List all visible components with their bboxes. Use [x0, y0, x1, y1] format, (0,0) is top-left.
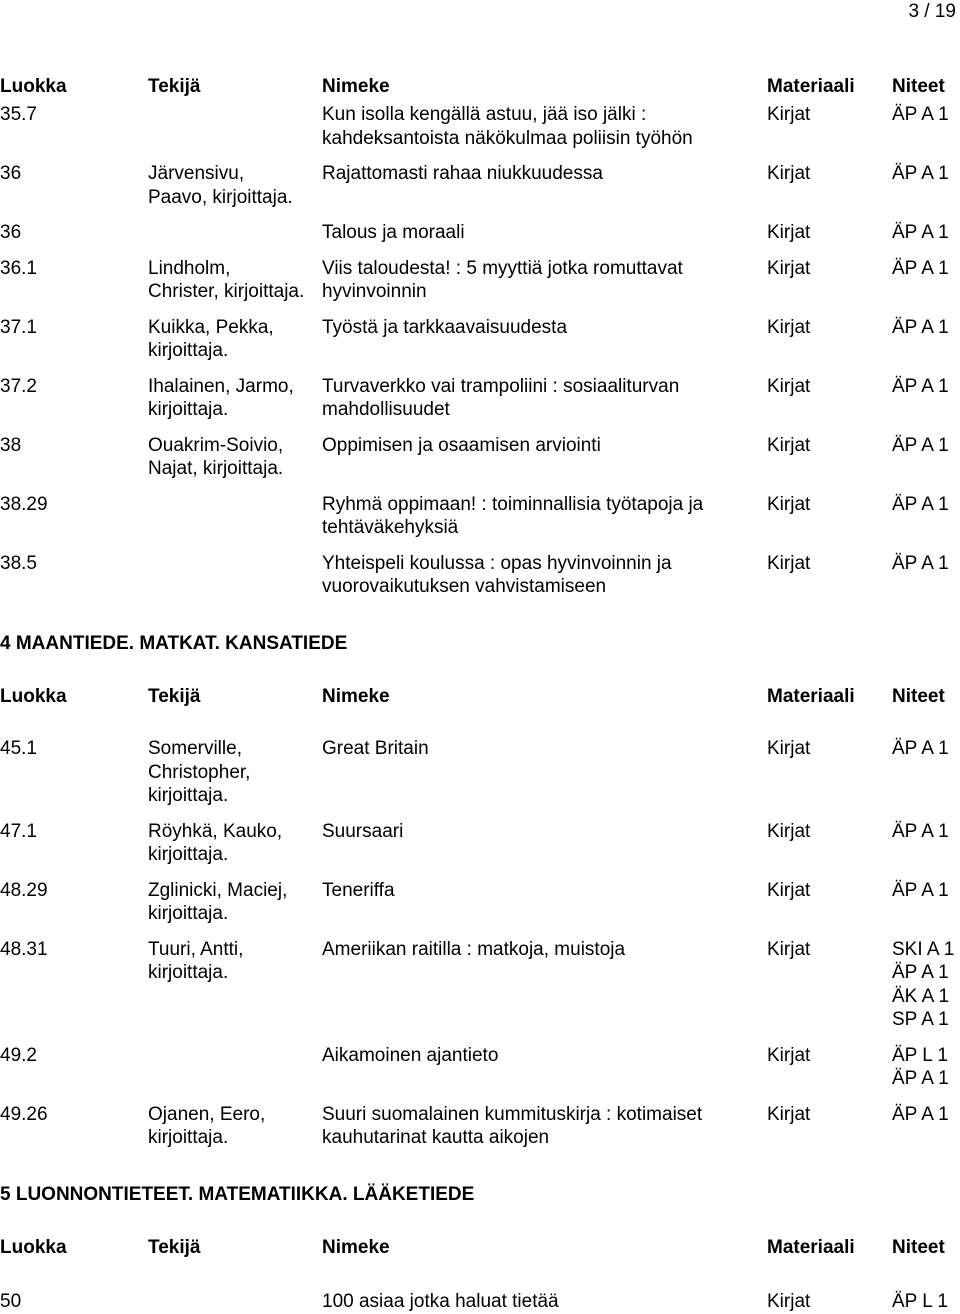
cell-line: Rajattomasti rahaa niukkuudessa — [322, 163, 603, 184]
cell-line: kirjoittaja. — [148, 962, 229, 983]
cell-line: ÄP A 1 — [892, 316, 949, 338]
cell-line: Röyhkä, Kauko, — [148, 820, 283, 842]
cell-line: kirjoittaja. — [148, 844, 229, 865]
cell-tekija — [148, 257, 304, 304]
cell-line: kahdeksantoista näkökulmaa poliisin työhön — [322, 127, 693, 149]
cell-line: Ojanen, Eero, — [148, 1103, 266, 1125]
cell-niteet — [892, 552, 949, 576]
cell-luokka: 48.31 — [0, 938, 48, 960]
cell-materiaali: Kirjat — [767, 163, 811, 184]
cell-niteet — [892, 820, 949, 844]
cell-line: SP A 1 — [892, 1009, 949, 1030]
cell-materiaali: Kirjat — [767, 552, 811, 574]
cell-materiaali: Kirjat — [767, 493, 811, 515]
cell-line: Aikamoinen ajantieto — [322, 1044, 499, 1066]
cell-materiaali: Kirjat — [767, 434, 811, 456]
header-nimeke: Nimeke — [322, 76, 390, 97]
cell-line: Paavo, kirjoittaja. — [148, 186, 293, 208]
cell-line: hyvinvoinnin — [322, 281, 427, 302]
cell-luokka: 35.7 — [0, 104, 37, 125]
cell-line: ÄP A 1 — [892, 820, 949, 842]
cell-nimeke — [322, 221, 465, 245]
cell-line: Ryhmä oppimaan! : toiminnallisia työtapoja ja — [322, 493, 704, 515]
cell-line: Yhteispeli koulussa : opas hyvinvoinnin ja — [322, 552, 672, 574]
cell-luokka: 49.26 — [0, 1103, 48, 1125]
header-nimeke: Nimeke — [322, 686, 390, 707]
header-nimeke: Nimeke — [322, 1237, 390, 1258]
header-luokka: Luokka — [0, 76, 67, 97]
cell-niteet — [892, 375, 949, 399]
header-luokka: Luokka — [0, 686, 67, 707]
cell-line: ÄP A 1 — [892, 375, 949, 397]
cell-line: Viis taloudesta! : 5 myyttiä jotka romuttavat — [322, 257, 683, 279]
cell-nimeke — [322, 103, 693, 150]
header-niteet: Niteet — [892, 1237, 945, 1258]
cell-line: kirjoittaja. — [148, 1127, 229, 1148]
cell-line: Great Britain — [322, 738, 429, 759]
cell-line: ÄP L 1 — [892, 1291, 948, 1312]
cell-niteet — [892, 938, 954, 1032]
cell-luokka: 36 — [0, 163, 22, 184]
section-title: 5 LUONNONTIETEET. MATEMATIIKKA. LÄÄKETIEDE — [0, 1184, 475, 1205]
cell-nimeke — [322, 257, 683, 304]
cell-line: Työstä ja tarkkaavaisuudesta — [322, 316, 568, 338]
cell-line: Turvaverkko vai trampoliini : sosiaaliturvan — [322, 375, 680, 397]
cell-line: Järvensivu, — [148, 163, 245, 184]
cell-line: Teneriffa — [322, 879, 395, 901]
cell-niteet — [892, 1290, 948, 1314]
section-title: 4 MAANTIEDE. MATKAT. KANSATIEDE — [0, 633, 348, 654]
cell-luokka: 36.1 — [0, 257, 37, 279]
header-tekija: Tekijä — [148, 1237, 201, 1258]
cell-line: ÄP A 1 — [892, 738, 949, 759]
header-luokka: Luokka — [0, 1237, 67, 1258]
cell-line: Oppimisen ja osaamisen arviointi — [322, 434, 601, 456]
cell-nimeke — [322, 316, 567, 340]
cell-line: kirjoittaja. — [148, 903, 229, 924]
cell-line: Najat, kirjoittaja. — [148, 458, 284, 479]
cell-materiaali: Kirjat — [767, 879, 811, 901]
cell-line: SKI A 1 — [892, 938, 955, 960]
cell-nimeke — [322, 375, 679, 422]
cell-nimeke — [322, 820, 403, 844]
cell-materiaali: Kirjat — [767, 820, 811, 842]
page-number: 3 / 19 — [908, 1, 956, 22]
cell-line: Zglinicki, Maciej, — [148, 879, 288, 901]
cell-luokka: 37.2 — [0, 375, 37, 397]
cell-materiaali: Kirjat — [767, 738, 811, 759]
header-tekija: Tekijä — [148, 686, 201, 707]
cell-nimeke — [322, 737, 429, 761]
cell-line: ÄP A 1 — [892, 962, 949, 983]
cell-line: Lindholm, — [148, 257, 231, 279]
cell-nimeke — [322, 434, 601, 458]
cell-luokka: 47.1 — [0, 820, 37, 842]
cell-materiaali: Kirjat — [767, 375, 811, 397]
cell-line: mahdollisuudet — [322, 399, 450, 420]
cell-luokka: 45.1 — [0, 738, 37, 759]
cell-materiaali: Kirjat — [767, 257, 811, 279]
cell-niteet — [892, 879, 949, 903]
cell-line: Ouakrim-Soivio, — [148, 434, 284, 456]
cell-niteet — [892, 221, 949, 245]
cell-line: Christer, kirjoittaja. — [148, 281, 305, 302]
header-tekija: Tekijä — [148, 76, 201, 97]
cell-line: ÄP A 1 — [892, 434, 949, 456]
cell-line: Suursaari — [322, 820, 404, 842]
cell-niteet — [892, 316, 949, 340]
cell-line: kirjoittaja. — [148, 399, 229, 420]
cell-luokka: 36 — [0, 222, 22, 243]
cell-line: ÄP A 1 — [892, 163, 949, 184]
cell-materiaali: Kirjat — [767, 938, 811, 960]
cell-line: Somerville, — [148, 738, 242, 759]
cell-nimeke — [322, 1103, 702, 1150]
cell-materiaali: Kirjat — [767, 222, 811, 243]
cell-line: kirjoittaja. — [148, 340, 229, 361]
cell-line: kauhutarinat kautta aikojen — [322, 1127, 550, 1148]
cell-tekija — [148, 879, 287, 926]
cell-luokka: 49.2 — [0, 1044, 37, 1066]
cell-luokka: 50 — [0, 1291, 22, 1312]
cell-line: Christopher, — [148, 761, 251, 783]
cell-materiaali: Kirjat — [767, 1291, 811, 1312]
cell-line: ÄP A 1 — [892, 104, 949, 125]
cell-nimeke — [322, 162, 603, 186]
cell-line: ÄP A 1 — [892, 257, 949, 279]
cell-niteet — [892, 1044, 949, 1091]
cell-materiaali: Kirjat — [767, 1044, 811, 1066]
cell-line: kirjoittaja. — [148, 785, 229, 806]
cell-luokka: 37.1 — [0, 316, 37, 338]
cell-luokka: 38.5 — [0, 552, 37, 574]
header-materiaali: Materiaali — [767, 1237, 855, 1258]
cell-tekija — [148, 820, 282, 867]
cell-line: Kuikka, Pekka, — [148, 316, 274, 338]
cell-line: ÄP A 1 — [892, 1103, 949, 1125]
cell-line: Ameriikan raitilla : matkoja, muistoja — [322, 938, 626, 960]
header-niteet: Niteet — [892, 686, 945, 707]
cell-nimeke — [322, 493, 703, 540]
header-materiaali: Materiaali — [767, 76, 855, 97]
cell-line: vuorovaikutuksen vahvistamiseen — [322, 576, 607, 597]
cell-tekija — [148, 938, 243, 985]
cell-tekija — [148, 375, 294, 422]
cell-niteet — [892, 493, 949, 517]
cell-line: ÄK A 1 — [892, 985, 950, 1007]
cell-line: ÄP A 1 — [892, 879, 949, 901]
cell-niteet — [892, 737, 949, 761]
cell-tekija — [148, 434, 283, 481]
cell-nimeke — [322, 938, 625, 962]
cell-line: Tuuri, Antti, — [148, 938, 244, 960]
cell-tekija — [148, 1103, 265, 1150]
cell-line: tehtäväkehyksiä — [322, 517, 459, 538]
cell-nimeke — [322, 1290, 559, 1314]
header-niteet: Niteet — [892, 76, 945, 97]
header-materiaali: Materiaali — [767, 686, 855, 707]
cell-nimeke — [322, 879, 395, 903]
cell-tekija — [148, 316, 274, 363]
cell-line: ÄP A 1 — [892, 1068, 949, 1089]
cell-materiaali: Kirjat — [767, 1103, 811, 1125]
cell-nimeke — [322, 1044, 498, 1068]
cell-niteet — [892, 434, 949, 458]
cell-line: ÄP A 1 — [892, 552, 949, 574]
cell-line: ÄP A 1 — [892, 222, 949, 243]
cell-line: ÄP L 1 — [892, 1044, 948, 1066]
cell-line: Ihalainen, Jarmo, — [148, 375, 294, 397]
cell-luokka: 38 — [0, 434, 22, 456]
cell-line: Suuri suomalainen kummituskirja : kotimaiset — [322, 1103, 703, 1125]
cell-line: ÄP A 1 — [892, 493, 949, 515]
cell-materiaali: Kirjat — [767, 316, 811, 338]
cell-line: Kun isolla kengällä astuu, jää iso jälki : — [322, 104, 647, 125]
cell-luokka: 38.29 — [0, 493, 48, 515]
cell-niteet — [892, 162, 949, 186]
cell-materiaali: Kirjat — [767, 104, 811, 125]
cell-luokka: 48.29 — [0, 879, 48, 901]
cell-niteet — [892, 257, 949, 281]
cell-line: Talous ja moraali — [322, 222, 465, 243]
cell-line: 100 asiaa jotka haluat tietää — [322, 1291, 559, 1312]
cell-tekija — [148, 737, 250, 808]
cell-nimeke — [322, 552, 672, 599]
cell-niteet — [892, 1103, 949, 1127]
cell-tekija — [148, 162, 293, 209]
cell-niteet — [892, 103, 949, 127]
